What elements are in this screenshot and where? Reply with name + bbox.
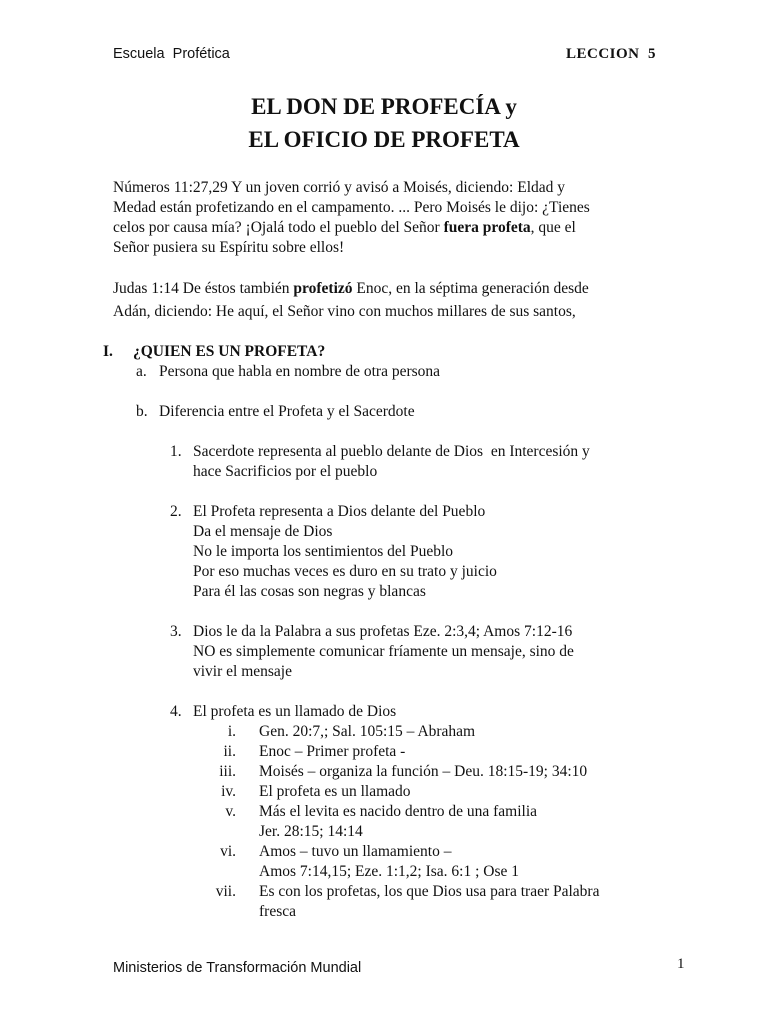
section-heading: ¿QUIEN ES UN PROFETA?	[133, 343, 326, 360]
list-item-a: Persona que habla en nombre de otra persona	[159, 363, 441, 380]
roman-item-text	[259, 882, 599, 922]
page-number: 1	[677, 956, 685, 972]
header-lesson-number: LECCION 5	[565, 46, 656, 62]
bold-phrase: profetizó	[293, 280, 353, 297]
text-line: NO es simplemente comunicar fríamente un mensaje, sino de	[193, 643, 574, 660]
text-span: Judas 1:14 De éstos también	[113, 280, 294, 297]
list-number-3: 3.	[170, 623, 182, 640]
text-line: Sacerdote representa al pueblo delante de Dios en Intercesión y	[193, 443, 590, 460]
roman-numeral: iv.	[221, 783, 236, 800]
roman-item	[176, 842, 599, 882]
text-line	[113, 279, 658, 299]
list-marker-a: a.	[136, 363, 147, 380]
text-span: , que el	[530, 219, 576, 236]
intro-paragraph-2	[113, 279, 658, 322]
roman-numeral: iii.	[219, 763, 236, 780]
list-item-4: El profeta es un llamado de Dios	[193, 703, 397, 720]
roman-item-text	[259, 842, 519, 882]
text-span: celos por causa mía? ¡Ojalá todo el pueblo del Señor	[113, 219, 444, 236]
text-line: Jer. 28:15; 14:14	[259, 823, 363, 840]
roman-numeral: v.	[225, 803, 236, 820]
text-line: Números 11:27,29 Y un joven corrió y avisó a Moisés, diciendo: Eldad y	[113, 179, 566, 196]
section-numeral: I.	[103, 343, 113, 360]
text-line: Amos 7:14,15; Eze. 1:1,2; Isa. 6:1 ; Ose 1	[259, 863, 520, 880]
roman-item-text	[259, 722, 475, 742]
text-line: Amos – tuvo un llamamiento –	[259, 843, 452, 860]
roman-item-text	[259, 742, 405, 762]
roman-item-text	[259, 762, 587, 782]
header-school-name: Escuela Profética	[113, 46, 230, 62]
text-line: Señor pusiera su Espíritu sobre ellos!	[113, 239, 345, 256]
text-line: vivir el mensaje	[193, 663, 292, 680]
list-item-1	[193, 442, 590, 482]
text-span: Enoc, en la séptima generación desde	[352, 280, 589, 297]
roman-item-text	[259, 802, 537, 842]
roman-numeral: vii.	[215, 883, 236, 900]
roman-numeral: vi.	[220, 843, 236, 860]
roman-item	[176, 762, 599, 782]
list-item-b: Diferencia entre el Profeta y el Sacerdote	[159, 403, 415, 420]
title-line-2: EL OFICIO DE PROFETA	[248, 127, 520, 152]
text-line: hace Sacrificios por el pueblo	[193, 463, 378, 480]
list-item-2	[193, 502, 497, 602]
text-line: Dios le da la Palabra a sus profetas Eze. 2:3,4; Amos 7:12-16	[193, 623, 573, 640]
text-line	[113, 218, 658, 238]
text-line: Enoc – Primer profeta -	[259, 743, 406, 760]
roman-item	[176, 882, 599, 922]
roman-item	[176, 782, 599, 802]
list-number-4: 4.	[170, 703, 182, 720]
footer-organization: Ministerios de Transformación Mundial	[113, 960, 362, 976]
bold-phrase: fuera profeta	[443, 219, 531, 236]
text-line: El profeta es un llamado	[259, 783, 411, 800]
list-number-2: 2.	[170, 503, 182, 520]
list-number-1: 1.	[170, 443, 182, 460]
roman-item	[176, 742, 599, 762]
list-item-3	[193, 622, 574, 682]
roman-item-text	[259, 782, 411, 802]
roman-sublist	[176, 722, 599, 922]
text-line: Gen. 20:7,; Sal. 105:15 – Abraham	[259, 723, 476, 740]
roman-numeral: i.	[227, 723, 236, 740]
text-line: Da el mensaje de Dios	[193, 523, 333, 540]
text-line: fresca	[259, 903, 296, 920]
text-line: Adán, diciendo: He aquí, el Señor vino con muchos millares de sus santos,	[113, 303, 576, 320]
roman-item	[176, 722, 599, 742]
intro-paragraph-1	[113, 178, 658, 258]
text-line: Para él las cosas son negras y blancas	[193, 583, 426, 600]
text-line: Medad están profetizando en el campamento. ... Pero Moisés le dijo: ¿Tienes	[113, 199, 590, 216]
list-marker-b: b.	[136, 403, 148, 420]
text-line: El Profeta representa a Dios delante del Pueblo	[193, 503, 486, 520]
text-line: Moisés – organiza la función – Deu. 18:15-19; 34:10	[259, 763, 588, 780]
title-line-1: EL DON DE PROFECÍA y	[251, 94, 517, 119]
text-line: Más el levita es nacido dentro de una familia	[259, 803, 538, 820]
text-line: Es con los profetas, los que Dios usa para traer Palabra	[259, 883, 600, 900]
roman-numeral: ii.	[223, 743, 236, 760]
roman-item	[176, 802, 599, 842]
text-line: Por eso muchas veces es duro en su trato y juicio	[193, 563, 497, 580]
text-line: No le importa los sentimientos del Pueblo	[193, 543, 454, 560]
